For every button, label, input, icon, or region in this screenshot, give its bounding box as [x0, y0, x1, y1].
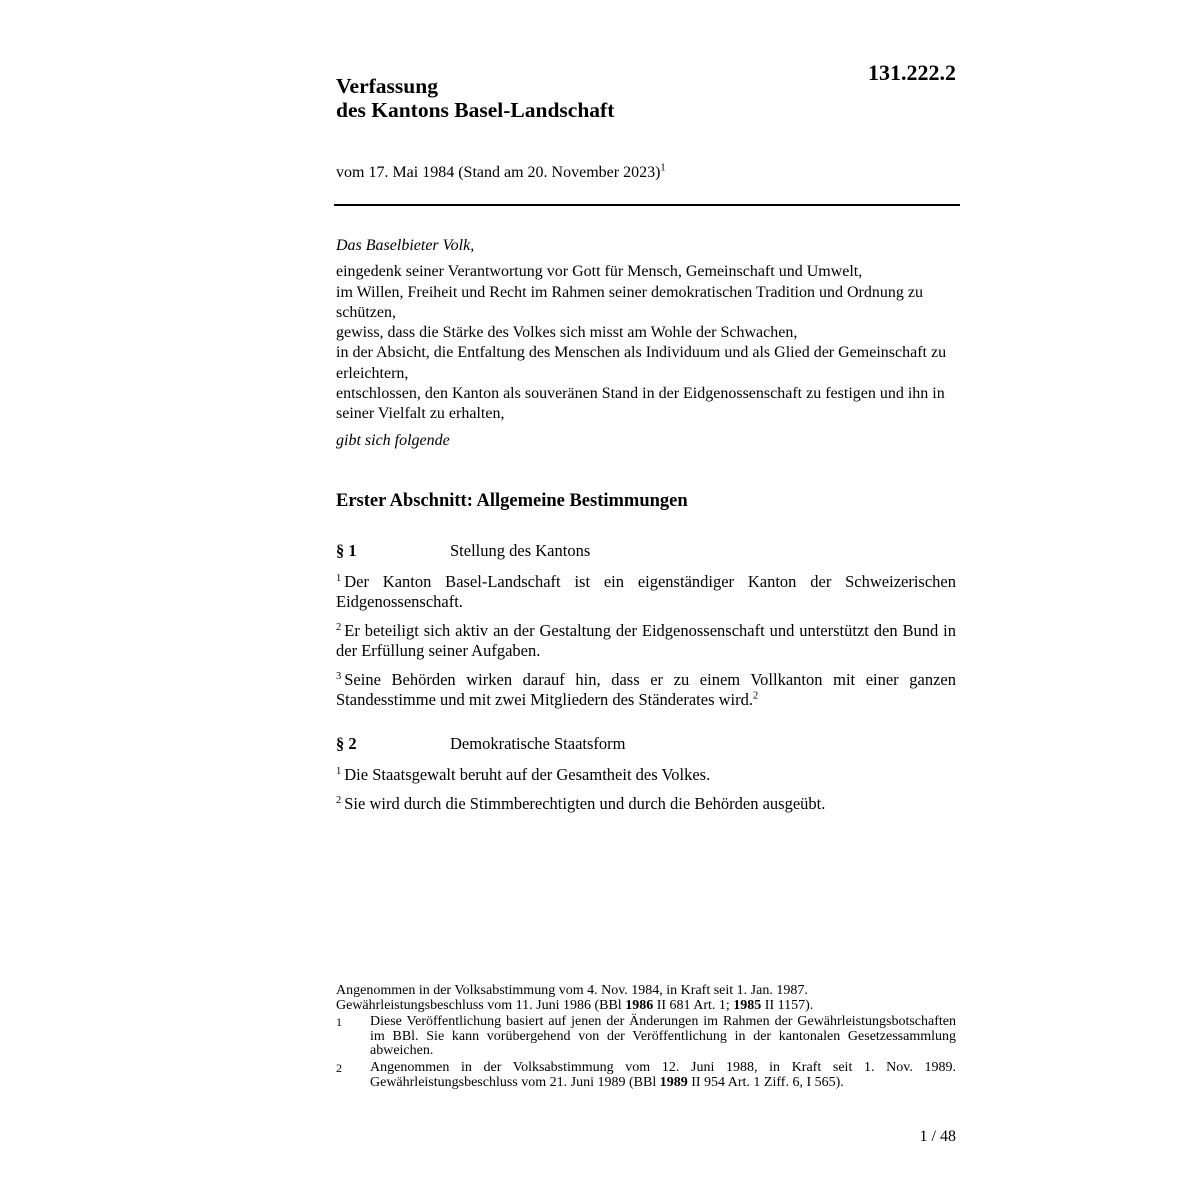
document-title — [336, 74, 614, 122]
title-line-1: Verfassung — [336, 74, 438, 98]
note-year: 1985 — [733, 997, 762, 1013]
preamble-line: eingedenk seiner Verantwortung vor Gott für Mensch, Gemeinschaft und Umwelt, — [336, 263, 863, 281]
footnote-text — [370, 1061, 956, 1090]
paragraph-title: Demokratische Staatsform — [450, 734, 626, 753]
note-text: II 681 Art. 1; — [653, 997, 734, 1013]
preamble-line: entschlossen, den Kanton als souveränen Stand in der Eidgenossenschaft zu festigen und ihn in seiner Vielfalt zu erhalten, — [336, 385, 945, 423]
absatz — [336, 572, 956, 612]
paragraph-1 — [336, 541, 956, 710]
absatz-number: 2 — [336, 794, 342, 806]
note-text: II 1157). — [761, 997, 814, 1013]
preamble-line: in der Absicht, die Entfaltung des Menschen als Individuum und als Glied der Gemeinschaft zu erleichtern, — [336, 344, 947, 382]
absatz-number: 1 — [336, 572, 342, 584]
title-line-2: des Kantons Basel-Landschaft — [336, 98, 615, 122]
preamble-lead: Das Baselbieter Volk, — [336, 237, 475, 254]
footnote-ref[interactable]: 1 — [660, 162, 666, 174]
absatz-text: Er beteiligt sich aktiv an der Gestaltung der Eidgenossenschaft und unterstützt den Bund in der Erfüllung seiner Aufgaben. — [336, 621, 956, 660]
note-text: Gewährleistungsbeschluss vom 11. Juni 1986 (BBl — [336, 997, 626, 1013]
sr-number: 131.222.2 — [868, 60, 956, 85]
date-text: vom 17. Mai 1984 (Stand am 20. November 2023) — [336, 164, 661, 181]
note-text: II 954 Art. 1 Ziff. 6, I 565). — [687, 1074, 844, 1090]
paragraph-title: Stellung des Kantons — [450, 541, 591, 560]
absatz-text: Sie wird durch die Stimmberechtigten und durch die Behörden ausgeübt. — [344, 794, 826, 813]
paragraph-number: § 2 — [336, 734, 357, 753]
preamble — [336, 236, 956, 451]
absatz — [336, 765, 956, 785]
preamble-line: im Willen, Freiheit und Recht im Rahmen seiner demokratischen Tradition und Ordnung zu schützen, — [336, 283, 923, 321]
note-year: 1986 — [625, 997, 654, 1013]
absatz-text: Die Staatsgewalt beruht auf der Gesamtheit des Volkes. — [344, 765, 711, 784]
footnote-1 — [336, 1015, 956, 1059]
absatz — [336, 670, 956, 710]
footnote-2 — [336, 1061, 956, 1090]
document-date — [336, 164, 666, 182]
preamble-line: gewiss, dass die Stärke des Volkes sich misst am Wohle der Schwachen, — [336, 324, 798, 342]
absatz-number: 2 — [336, 621, 342, 633]
absatz-text: Der Kanton Basel-Landschaft ist ein eigenständiger Kanton der Schweizerischen Eidgenossenschaft. — [336, 572, 956, 611]
guarantee-note — [336, 999, 956, 1014]
footnote-ref[interactable]: 2 — [753, 690, 759, 702]
footnote-number: 2 — [336, 1060, 342, 1075]
page-number: 1 / 48 — [919, 1128, 956, 1145]
paragraph-2 — [336, 734, 956, 814]
absatz-text: Seine Behörden wirken darauf hin, dass er zu einem Vollkanton mit einer ganzen Standesstimme und mit zwei Mitgliedern des Ständerates wird. — [336, 670, 956, 709]
absatz — [336, 794, 956, 814]
footnote-number: 1 — [336, 1015, 342, 1030]
preamble-closing: gibt sich folgende — [336, 431, 450, 449]
note-text: Angenommen in der Volksabstimmung vom 12. Juni 1988, in Kraft seit 1. Nov. 1989. Gewährleistungsbeschluss vom 21. Juni 1989 (BBl — [370, 1059, 956, 1090]
note-year: 1989 — [659, 1074, 688, 1090]
section-heading: Erster Abschnitt: Allgemeine Bestimmungen — [336, 491, 688, 511]
footnote-text: Diese Veröffentlichung basiert auf jenen der Änderungen im Rahmen der Gewährleistungsbotschaften im BBl. Sie kann vorübergehend von der Veröffentlichung in der kantonalen Gesetzessammlung abweichen. — [370, 1014, 956, 1059]
paragraph-heading — [336, 541, 956, 563]
footnotes — [336, 984, 956, 1090]
header-rule — [334, 204, 960, 206]
absatz-number: 1 — [336, 765, 342, 777]
absatz — [336, 621, 956, 661]
adoption-note: Angenommen in der Volksabstimmung vom 4. Nov. 1984, in Kraft seit 1. Jan. 1987. — [336, 983, 808, 998]
paragraph-number: § 1 — [336, 541, 357, 560]
paragraph-heading — [336, 734, 956, 756]
absatz-number: 3 — [336, 670, 342, 682]
